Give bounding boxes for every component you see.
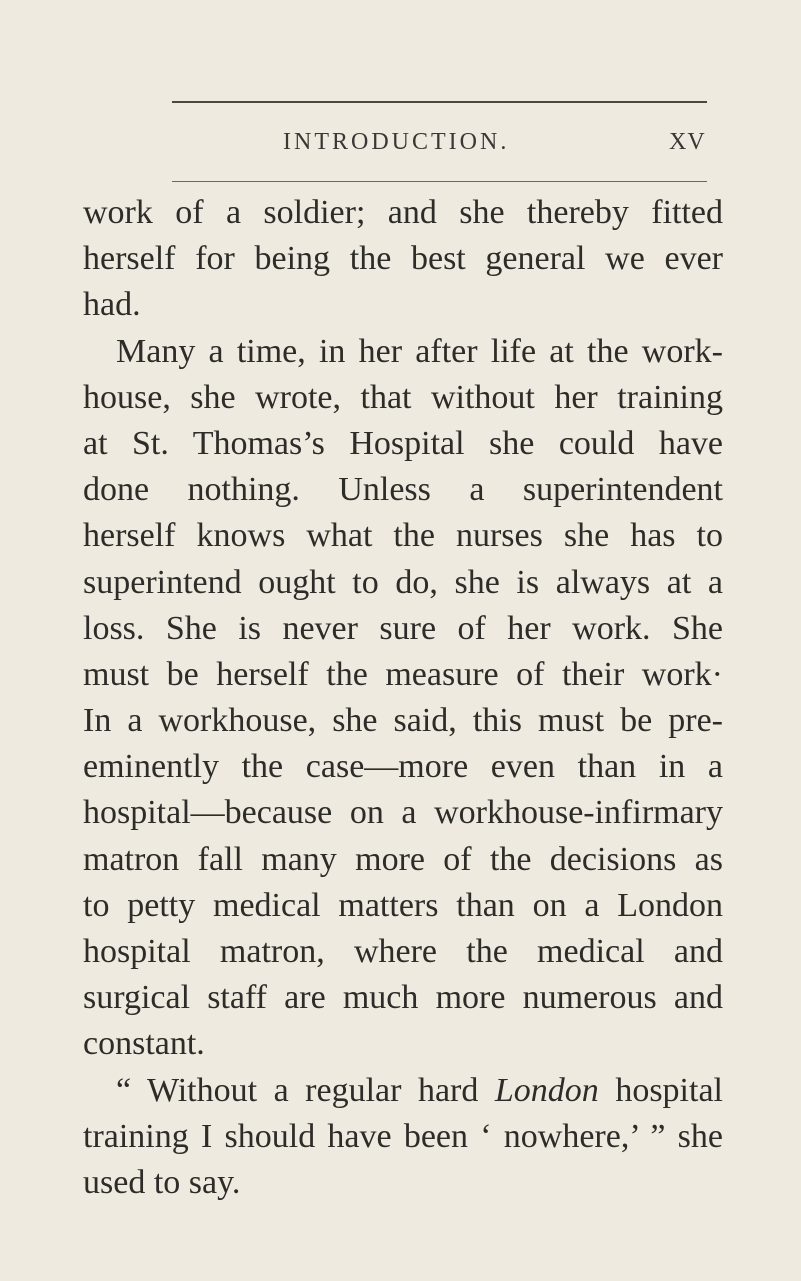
text-line: In a workhouse, she said, this must be pre- — [83, 702, 723, 740]
text-line: work of a soldier; and she thereby fitted — [83, 194, 723, 231]
text-line: house, she wrote, that without her training — [83, 378, 723, 416]
text-line: used to say. — [83, 1163, 241, 1201]
header-bottom-rule — [172, 181, 707, 182]
paragraph-first-line — [83, 1068, 723, 1114]
text-line: at St. Thomas’s Hospital she could have — [83, 424, 723, 462]
page-number: XV — [669, 129, 706, 155]
text-line: constant. — [83, 1025, 205, 1063]
text-line: had. — [83, 286, 141, 324]
text-line: hospital—because on a workhouse-infirmary — [83, 794, 723, 832]
text-line: done nothing. Unless a superintendent — [83, 471, 723, 509]
running-head-title: INTRODUCTION. — [283, 129, 510, 155]
text-line: superintend ought to do, she is always at a — [83, 563, 723, 601]
header-top-rule — [172, 101, 707, 103]
text-line: eminently the case—more even than in a — [83, 748, 723, 786]
text-line: hospital matron, where the medical and — [83, 933, 723, 970]
quote-text: “ Without a regular hard — [116, 1071, 495, 1109]
italic-word: London — [494, 1071, 599, 1109]
text-line: herself knows what the nurses she has to — [83, 517, 723, 555]
text-line: loss. She is never sure of her work. She — [83, 609, 723, 647]
quote-text: hospital — [598, 1071, 723, 1109]
paragraph-first-line: Many a time, in her after life at the work- — [116, 332, 723, 370]
text-line: training I should have been ‘ nowhere,’ ” she — [83, 1117, 723, 1155]
text-line: to petty medical matters than on a London — [83, 886, 723, 924]
text-line: surgical staff are much more numerous and — [83, 979, 723, 1017]
body-text — [83, 190, 723, 1206]
text-line: matron fall many more of the decisions as — [83, 840, 723, 878]
text-line: herself for being the best general we ever — [83, 240, 723, 278]
text-line: must be herself the measure of their work· — [83, 655, 723, 693]
